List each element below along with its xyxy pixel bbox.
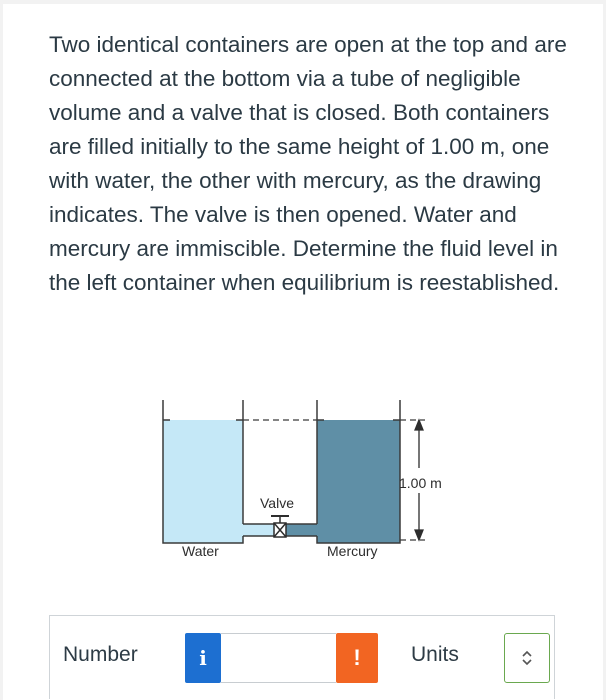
warning-icon: ! [353, 645, 361, 670]
info-icon: i [199, 646, 207, 670]
chevron-up-down-icon [520, 650, 534, 666]
answer-row [49, 615, 555, 699]
window-frame-left [0, 0, 3, 700]
number-input[interactable] [221, 633, 336, 683]
info-button[interactable] [185, 633, 221, 683]
height-label: 1.00 m [399, 475, 442, 491]
warning-button[interactable] [336, 633, 378, 683]
valve-label: Valve [260, 495, 294, 511]
containers-figure [140, 390, 480, 580]
water-label: Water [182, 543, 219, 559]
mercury-label: Mercury [327, 543, 378, 559]
units-label: Units [411, 643, 459, 666]
water-fill [163, 420, 243, 543]
number-label: Number [63, 643, 138, 666]
units-select[interactable] [504, 633, 550, 683]
containers-diagram [140, 390, 480, 580]
problem-statement: Two identical containers are open at the top and are connected at the bottom via a tube of negligible volume and a valve that is closed. Both containers are filled initially to the same height of 1.00 m, one with water, the other with mercury, as the drawing indicates. The valve is then opened. Water and mercury are immiscible. Determine the fluid level in the left container when equilibrium is reestablished. [49, 32, 567, 295]
valve-icon [271, 516, 289, 537]
mercury-fill [317, 420, 400, 543]
window-frame-top [0, 0, 606, 4]
